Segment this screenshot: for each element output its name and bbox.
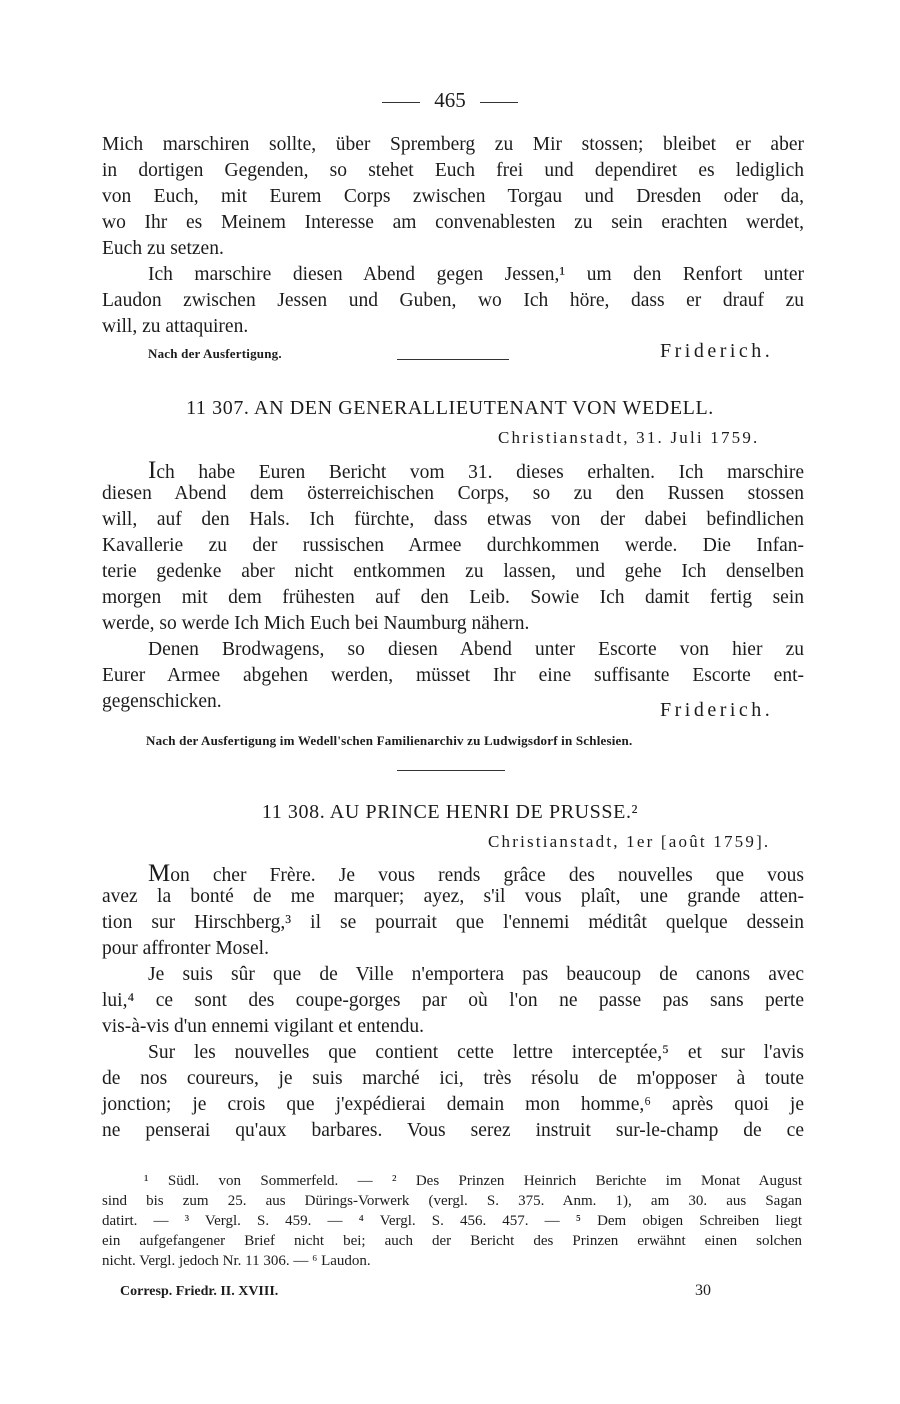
text-line: gegenschicken. xyxy=(102,691,222,712)
text-line: von Euch, mit Eurem Corps zwischen Torgau und Dresden oder da, xyxy=(102,186,804,207)
text-line: Euch zu setzen. xyxy=(102,238,224,259)
text-line: Sur les nouvelles que contient cette lettre interceptée,⁵ et sur l'avis xyxy=(148,1042,804,1063)
text-line: wo Ihr es Meinem Interesse am convenablesten zu sein erachten werdet, xyxy=(102,212,804,233)
text-line: will, auf den Hals. Ich fürchte, dass etwas von der dabei befindlichen xyxy=(102,509,804,530)
text-line: werde, so werde Ich Mich Euch bei Naumburg nähern. xyxy=(102,613,530,634)
text-line: ne penserai qu'aux barbares. Vous serez instruit sur-le-champ de ce xyxy=(102,1120,804,1141)
drop-cap: M xyxy=(148,860,171,887)
footnote-line: ein aufgefangener Brief nicht bei; auch der Bericht des Prinzen erwähnt einen solchen xyxy=(102,1233,802,1249)
separator-rule xyxy=(397,770,505,771)
text-line: Eurer Armee abgehen werden, müsset Ihr eine suffisante Escorte ent- xyxy=(102,665,804,686)
text-line: jonction; je crois que j'expédierai demain mon homme,⁶ après quoi je xyxy=(102,1094,804,1115)
footnote-line: sind bis zum 25. aus Dürings-Vorwerk (vergl. S. 375. Anm. 1), am 30. aus Sagan xyxy=(102,1193,802,1209)
text-line-rest: on cher Frère. Je vous rends grâce des nouvelles que vous xyxy=(170,865,804,886)
text-line: vis-à-vis d'un ennemi vigilant et entendu. xyxy=(102,1016,424,1037)
letter-dateline: Christianstadt, 31. Juli 1759. xyxy=(498,428,760,447)
text-line: de nos coureurs, je suis marché ici, très résolu de m'opposer à toute xyxy=(102,1068,804,1089)
signature: Friderich. xyxy=(660,340,774,362)
footnote-line: ¹ Südl. von Sommerfeld. — ² Des Prinzen Heinrich Berichte im Monat August xyxy=(144,1173,802,1189)
text-line-rest: ch habe Euren Bericht vom 31. dieses erhalten. Ich marschire xyxy=(156,462,804,483)
text-line: Ich marschire diesen Abend gegen Jessen,¹ um den Renfort unter xyxy=(148,264,804,285)
letter-dateline: Christianstadt, 1er [août 1759]. xyxy=(488,832,771,851)
footer-signature-mark: Corresp. Friedr. II. XVIII. xyxy=(120,1284,279,1299)
drop-cap: I xyxy=(148,457,157,484)
source-note: Nach der Ausfertigung. xyxy=(148,346,282,361)
separator-rule xyxy=(397,359,509,360)
text-line xyxy=(148,860,804,888)
text-line: diesen Abend dem österreichischen Corps, so zu den Russen stossen xyxy=(102,483,804,504)
page-number xyxy=(0,88,900,113)
text-line: Kavallerie zu der russischen Armee durchkommen werde. Die Infan- xyxy=(102,535,804,556)
text-line xyxy=(148,457,804,485)
text-line: Mich marschiren sollte, über Spremberg zu Mir stossen; bleibet er aber xyxy=(102,134,804,155)
text-line: avez la bonté de me marquer; ayez, s'il vous plaît, une grande atten- xyxy=(102,886,804,907)
text-line: pour affronter Mosel. xyxy=(102,938,269,959)
text-line: Denen Brodwagens, so diesen Abend unter Escorte von hier zu xyxy=(148,639,804,660)
page-number-dash-right xyxy=(480,102,518,103)
text-line: Je suis sûr que de Ville n'emportera pas beaucoup de canons avec xyxy=(148,964,804,985)
signature: Friderich. xyxy=(660,699,774,721)
letter-heading: 11 308. AU PRINCE HENRI DE PRUSSE.² xyxy=(261,801,639,823)
footer-sheet-number: 30 xyxy=(695,1282,711,1299)
text-line: terie gedenke aber nicht entkommen zu lassen, und gehe Ich denselben xyxy=(102,561,804,582)
text-line: in dortigen Gegenden, so stehet Euch frei und dependiret es lediglich xyxy=(102,160,804,181)
footnote-line: datirt. — ³ Vergl. S. 459. — ⁴ Vergl. S. 456. 457. — ⁵ Dem obigen Schreiben liegt xyxy=(102,1213,802,1229)
text-line: morgen mit dem frühesten auf den Leib. Sowie Ich damit fertig sein xyxy=(102,587,804,608)
text-line: tion sur Hirschberg,³ il se pourrait que l'ennemi méditât quelque dessein xyxy=(102,912,804,933)
text-line: lui,⁴ ce sont des coupe-gorges par où l'on ne passe pas sans perte xyxy=(102,990,804,1011)
text-line: Laudon zwischen Jessen und Guben, wo Ich höre, dass er drauf zu xyxy=(102,290,804,311)
page-number-value: 465 xyxy=(434,88,466,112)
letter-heading: 11 307. AN DEN GENERALLIEUTENANT VON WEDELL. xyxy=(186,397,714,419)
source-note: Nach der Ausfertigung im Wedell'schen Familienarchiv zu Ludwigsdorf in Schlesien. xyxy=(146,733,633,748)
footnote-line: nicht. Vergl. jedoch Nr. 11 306. — ⁶ Laudon. xyxy=(102,1253,371,1269)
page-number-dash-left xyxy=(382,102,420,103)
text-line: will, zu attaquiren. xyxy=(102,316,249,337)
